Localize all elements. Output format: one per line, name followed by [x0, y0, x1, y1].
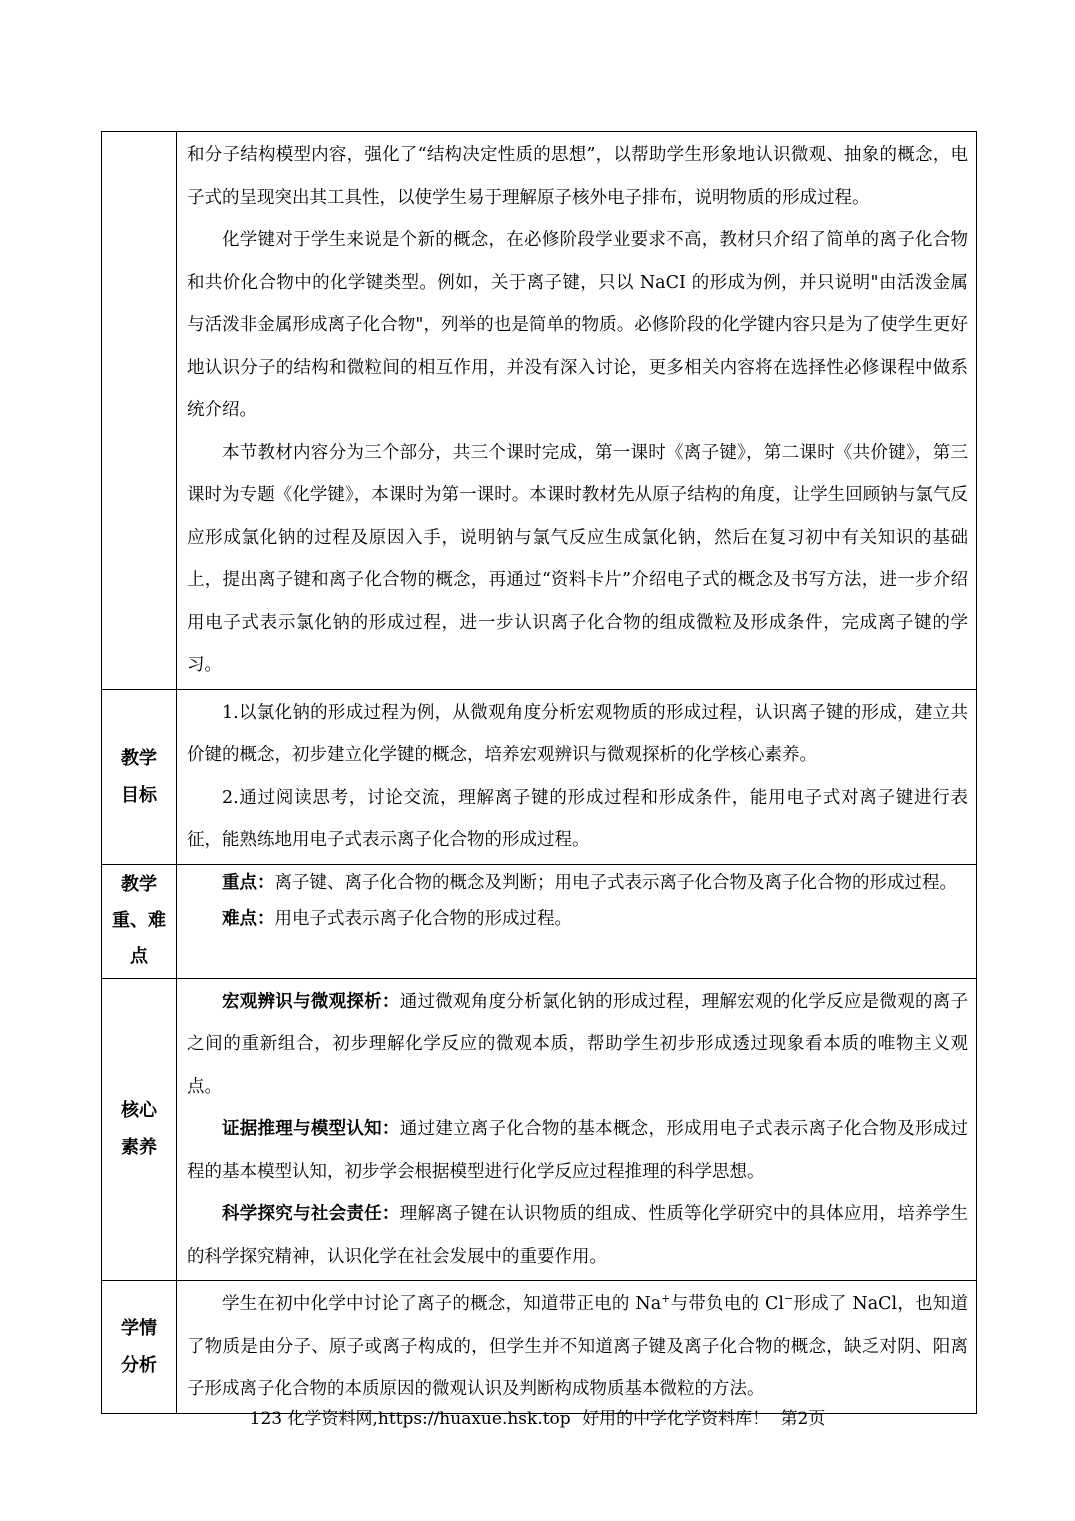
teaching-goals-label: [102, 689, 177, 864]
student-analysis-label: [102, 1281, 177, 1414]
goal-paragraph: 2.通过阅读思考，讨论交流，理解离子键的形成过程和形成条件，能用电子式对离子键进行表征，能熟练地用电子式表示离子化合物的形成过程。: [187, 787, 968, 850]
label-line: 学情: [121, 1317, 157, 1339]
row-textbook-analysis: [102, 132, 977, 690]
key-point-text: 离子键、离子化合物的概念及判断；用电子式表示离子化合物及离子化合物的形成过程。: [274, 872, 957, 893]
row-core-literacy: [102, 978, 977, 1281]
core-literacy-item: [187, 1193, 968, 1278]
core-literacy-lead: 证据推理与模型认知：: [222, 1119, 400, 1139]
label-line: 素养: [121, 1137, 157, 1159]
label-line: 重、难: [112, 910, 166, 931]
row-label-empty: [102, 132, 177, 690]
core-literacy-lead: 科学探究与社会责任：: [222, 1204, 400, 1224]
student-analysis-content: [177, 1281, 977, 1414]
difficult-point-lead: 难点：: [222, 908, 275, 929]
core-literacy-item: [187, 1108, 968, 1193]
core-literacy-lead: 宏观辨识与微观探析：: [222, 991, 400, 1012]
difficult-point: [187, 901, 968, 937]
intro-paragraph: 化学键对于学生来说是个新的概念，在必修阶段学业要求不高，教材只介绍了简单的离子化合物和共价化合物中的化学键类型。例如，关于离子键，只以 NaCI 的形成为例，并只说明"由活泼金属与活泼非金属形成离子化合物"，列举的也是简单的物质。必修阶段的化学键内容只是为了使学生更好地认识分子的结构和微粒间的相互作用，并没有深入讨论，更多相关内容将在选择性必修课程中做系统介绍。: [187, 230, 968, 420]
key-point: [187, 865, 968, 901]
analysis-text: 形成了 NaCl，也知道了物质是由分子、原子或离子构成的，但学生并不知道离子键及离子化合物的概念，缺乏对阴、阳离子形成离子化合物的本质原因的微观认识及判断构成物质基本微粒的方法。: [187, 1294, 968, 1399]
teaching-goals-content: [177, 689, 977, 864]
page-footer: [0, 1404, 1075, 1434]
intro-paragraph: 本节教材内容分为三个部分，共三个课时完成，第一课时《离子键》，第二课时《共价键》，第三课时为专题《化学键》，本课时为第一课时。本课时教材先从原子结构的角度，让学生回顾钠与氯气反应形成氯化钠的过程及原因入手，说明钠与氯气反应生成氯化钠，然后在复习初中有关知识的基础上，提出离子键和离子化合物的概念，再通过“资料卡片”介绍电子式的概念及书写方法，进一步介绍用电子式表示氯化钠的形成过程，进一步认识离子化合物的组成微粒及形成条件，完成离子键的学习。: [187, 442, 968, 675]
row-teaching-goals: [102, 689, 977, 864]
core-literacy-text: 理解离子键在认识物质的组成、性质等化学研究中的具体应用，培养学生的科学探究精神，认识化学在社会发展中的重要作用。: [187, 1204, 969, 1267]
superscript-minus: −: [783, 1292, 794, 1306]
label-line: 分析: [121, 1354, 157, 1376]
core-literacy-text: 通过微观角度分析氯化钠的形成过程，理解宏观的化学反应是微观的离子之间的重新组合，初步理解化学反应的微观本质，帮助学生初步形成透过现象看本质的唯物主义观点。: [187, 991, 969, 1097]
key-point-lead: 重点：: [222, 872, 275, 893]
core-literacy-label: [102, 978, 177, 1281]
superscript-plus: +: [661, 1292, 671, 1306]
footer-page-number: 第2页: [780, 1409, 826, 1429]
label-line: 点: [130, 946, 148, 967]
goal-paragraph: 1.以氯化钠的形成过程为例，从微观角度分析宏观物质的形成过程，认识离子键的形成，建立共价键的概念，初步建立化学键的概念，培养宏观辨识与微观探析的化学核心素养。: [187, 702, 968, 765]
key-difficult-content: [177, 864, 977, 978]
analysis-text: 与带负电的 Cl: [670, 1294, 784, 1314]
core-literacy-content: [177, 978, 977, 1281]
intro-paragraph: 和分子结构模型内容，强化了“结构决定性质的思想”，以帮助学生形象地认识微观、抽象的概念，电子式的呈现突出其工具性，以使学生易于理解原子核外电子排布，说明物质的形成过程。: [187, 145, 968, 208]
analysis-text: 学生在初中化学中讨论了离子的概念，知道带正电的 Na: [222, 1294, 662, 1314]
label-line: 教学: [121, 747, 157, 769]
key-difficult-label: [102, 864, 177, 978]
textbook-analysis-content: [177, 132, 977, 690]
footer-slogan: 好用的中学化学资料库！: [582, 1409, 770, 1429]
label-line: 核心: [121, 1100, 157, 1122]
row-student-analysis: [102, 1281, 977, 1414]
label-line: 目标: [121, 784, 157, 806]
lesson-plan-table: [101, 131, 977, 1414]
core-literacy-item: [187, 981, 968, 1109]
core-literacy-text: 通过建立离子化合物的基本概念，形成用电子式表示离子化合物及形成过程的基本模型认知，初步学会根据模型进行化学反应过程推理的科学思想。: [187, 1119, 969, 1182]
difficult-point-text: 用电子式表示离子化合物的形成过程。: [274, 908, 572, 929]
label-line: 教学: [121, 874, 157, 895]
row-key-difficult-points: [102, 864, 977, 978]
footer-site: 123 化学资料网,https://huaxue.hsk.top: [249, 1409, 571, 1429]
student-analysis-paragraph: [187, 1283, 968, 1411]
